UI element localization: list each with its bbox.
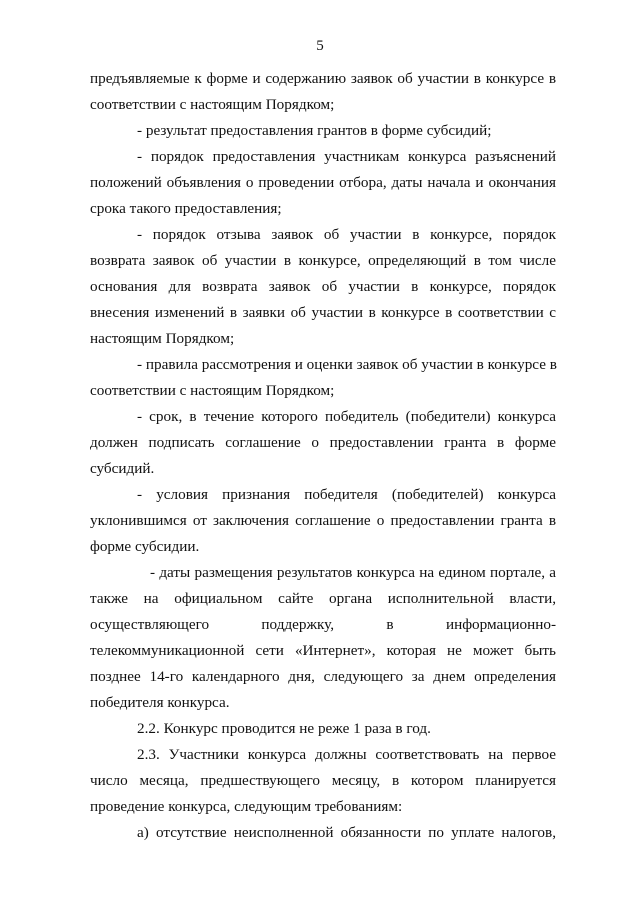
text-line: 2.3. Участники конкурса должны соответствовать на первое <box>137 746 556 763</box>
text-line: соответствии с настоящим Порядком; <box>90 96 335 113</box>
text-line: предъявляемые к форме и содержанию заявок об участии в конкурсе в <box>90 70 556 87</box>
text-line: - срок, в течение которого победитель (победители) конкурса <box>137 408 556 425</box>
page-number: 5 <box>316 38 324 54</box>
text-line: внесения изменений в заявки об участии в конкурсе в соответствии с <box>90 304 556 321</box>
text-line: субсидий. <box>90 460 155 477</box>
text-line: также на официальном сайте органа исполнительной власти, <box>90 590 556 607</box>
text-line: - порядок предоставления участникам конкурса разъяснений <box>137 148 556 165</box>
text-line: осуществляющего поддержку, в информационно- <box>90 616 556 633</box>
text-line: положений объявления о проведении отбора, даты начала и окончания <box>90 174 556 191</box>
text-line: срока такого предоставления; <box>90 200 282 217</box>
text-line: - условия признания победителя (победителей) конкурса <box>137 486 556 503</box>
text-line: победителя конкурса. <box>90 694 230 711</box>
text-line: позднее 14-го календарного дня, следующего за днем определения <box>90 668 556 685</box>
text-line: 2.2. Конкурс проводится не реже 1 раза в год. <box>137 720 431 737</box>
text-line: проведение конкурса, следующим требованиям: <box>90 798 403 815</box>
text-line: - порядок отзыва заявок об участии в конкурсе, порядок <box>137 226 556 243</box>
text-line: форме субсидии. <box>90 538 200 555</box>
text-line: - правила рассмотрения и оценки заявок об участии в конкурсе в <box>137 356 557 373</box>
text-line: соответствии с настоящим Порядком; <box>90 382 335 399</box>
text-line: основания для возврата заявок об участии в конкурсе, порядок <box>90 278 556 295</box>
text-line: а) отсутствие неисполненной обязанности по уплате налогов, <box>137 824 556 841</box>
text-line: уклонившимся от заключения соглашение о предоставлении гранта в <box>90 512 556 529</box>
text-line: число месяца, предшествующего месяцу, в котором планируется <box>90 772 556 789</box>
text-line: возврата заявок об участии в конкурсе, определяющий в том числе <box>90 252 556 269</box>
text-line: телекоммуникационной сети «Интернет», которая не может быть <box>90 642 556 659</box>
text-line: - даты размещения результатов конкурса на едином портале, а <box>150 564 556 581</box>
text-line: настоящим Порядком; <box>90 330 235 347</box>
text-line: - результат предоставления грантов в форме субсидий; <box>137 122 492 139</box>
text-line: должен подписать соглашение о предоставлении гранта в форме <box>90 434 556 451</box>
